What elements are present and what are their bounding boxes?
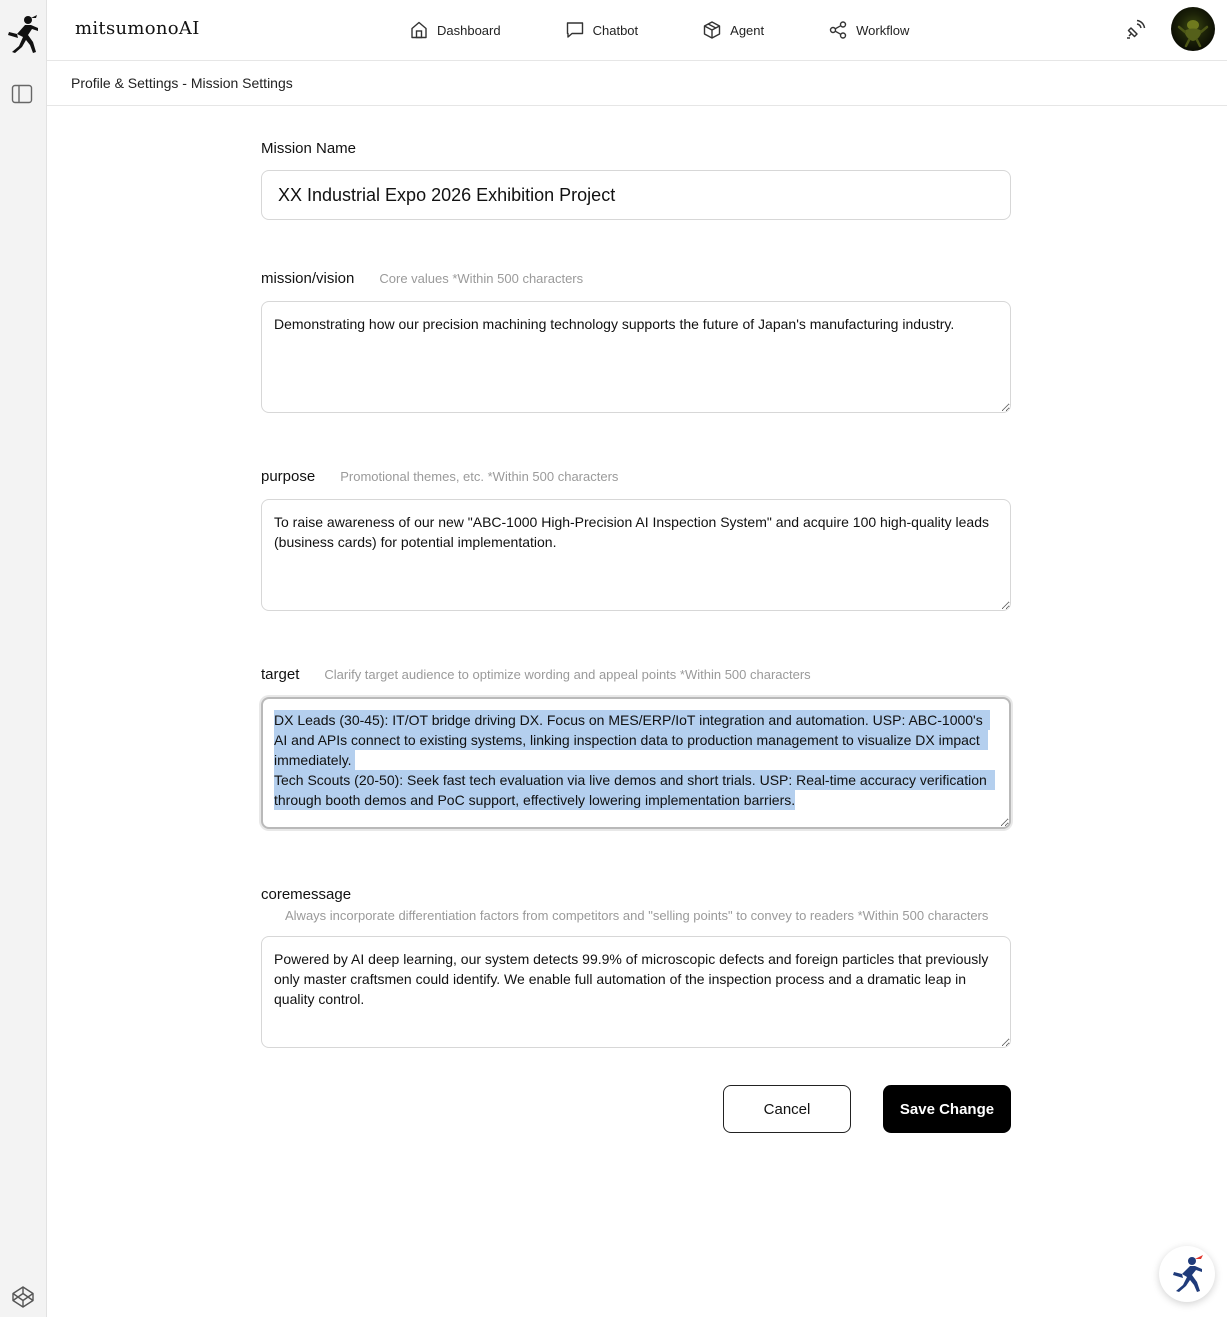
coremessage-label-row xyxy=(261,884,1011,926)
codepen-icon[interactable] xyxy=(11,1285,35,1309)
home-icon xyxy=(409,20,429,40)
frog-figure-icon xyxy=(1171,7,1215,51)
breadcrumb-bar xyxy=(47,61,1227,106)
coremessage-label: coremessage xyxy=(261,886,352,903)
nav-dashboard-label: Dashboard xyxy=(437,22,501,38)
mission-vision-hint: Core values *Within 500 characters xyxy=(379,271,584,286)
save-change-button[interactable]: Save Change xyxy=(883,1085,1011,1133)
mission-name-label-row xyxy=(261,140,356,158)
share-nodes-icon xyxy=(828,20,848,40)
nav-workflow[interactable] xyxy=(828,20,909,40)
mission-name-input[interactable] xyxy=(261,170,1011,220)
target-textarea[interactable] xyxy=(261,697,1011,829)
mission-vision-label-row xyxy=(261,270,583,287)
running-ninja-logo-icon[interactable] xyxy=(5,14,39,54)
sidebar-toggle-icon[interactable] xyxy=(11,83,33,105)
assistant-fab[interactable] xyxy=(1159,1246,1215,1302)
nav-dashboard[interactable] xyxy=(409,20,501,40)
user-avatar[interactable] xyxy=(1171,7,1215,51)
side-rail xyxy=(0,0,47,1317)
target-label: target xyxy=(261,666,300,683)
purpose-textarea[interactable] xyxy=(261,499,1011,611)
ninja-assistant-icon xyxy=(1168,1254,1206,1294)
mission-name-label: Mission Name xyxy=(261,140,357,157)
nav-chatbot[interactable] xyxy=(565,20,639,40)
coremessage-textarea[interactable] xyxy=(261,936,1011,1048)
cube-icon xyxy=(702,20,722,40)
nav-chatbot-label: Chatbot xyxy=(592,22,639,38)
purpose-hint: Promotional themes, etc. *Within 500 characters xyxy=(340,469,619,484)
nav-agent[interactable] xyxy=(702,20,764,40)
nav-workflow-label: Workflow xyxy=(856,22,910,38)
mission-vision-label: mission/vision xyxy=(261,270,355,287)
chat-bubble-icon xyxy=(565,20,585,40)
top-bar xyxy=(47,0,1227,61)
main-nav xyxy=(409,0,909,60)
mission-vision-textarea[interactable] xyxy=(261,301,1011,413)
purpose-label-row xyxy=(261,468,618,485)
coremessage-hint: Always incorporate differentiation factors from competitors and "selling points" to convey to readers *Within 500 characters xyxy=(285,908,989,923)
target-hint: Clarify target audience to optimize wording and appeal points *Within 500 characters xyxy=(324,667,811,682)
target-label-row xyxy=(261,666,811,683)
cancel-button[interactable]: Cancel xyxy=(723,1085,851,1133)
purpose-label: purpose xyxy=(261,468,316,485)
nav-agent-label: Agent xyxy=(730,22,765,38)
breadcrumb: Profile & Settings - Mission Settings xyxy=(71,75,293,91)
brand-name[interactable]: mitsumonoAI xyxy=(75,18,200,39)
satellite-signal-icon[interactable] xyxy=(1123,18,1147,42)
